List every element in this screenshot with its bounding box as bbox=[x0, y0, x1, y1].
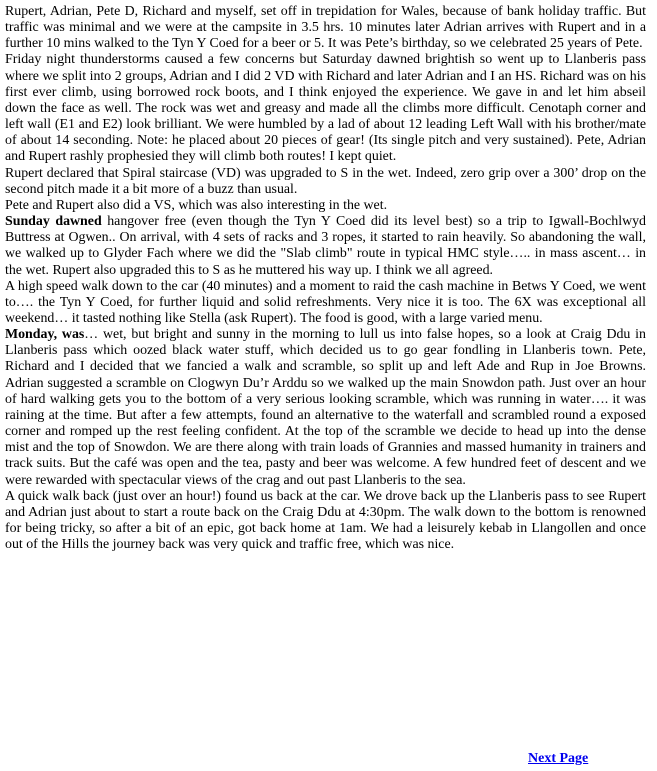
paragraph-lead: Sunday dawned bbox=[5, 214, 102, 230]
paragraph-saturday bbox=[5, 52, 646, 165]
paragraph-lead: Monday, was bbox=[5, 327, 85, 343]
next-page-link[interactable]: Next Page bbox=[528, 751, 589, 766]
paragraph-journey-home bbox=[5, 489, 646, 554]
paragraph-spiral-staircase bbox=[5, 166, 646, 198]
paragraph-text: Rupert, Adrian, Pete D, Richard and myself, set off in trepidation for Wales, because of bank holiday traffic. But traffic was minimal and we were at the campsite in 3.5 hrs. 10 minutes later Adrian arrives with Rupert and in a further 10 mins walked to the Tyn Y Coed for a beer or 5. It was Pete’s birthday, so we celebrated 25 years of Pete. bbox=[5, 4, 646, 52]
paragraph-text: Pete and Rupert also did a VS, which was also interesting in the wet. bbox=[5, 197, 388, 213]
paragraph-text: Rupert declared that Spiral staircase (VD) was upgraded to S in the wet. Indeed, zero grip over a 300’ drop on the second pitch made it a bit more of a buzz than usual. bbox=[5, 165, 646, 197]
paragraph-text: … wet, but bright and sunny in the morning to lull us into false hopes, so a look at Craig Ddu in Llanberis pass which oozed black water stuff, which decided us to go gear fondling in Llanberis town. Pete, Richard and I decided that we fancied a walk and scramble, so split up and left Ade and Rup in Joe Browns. Adrian suggested a scramble on Clogwyn Du’r Arddu so we walked up the main Snowdon path. Just over an hour of hard walking gets you to the bottom of a very serious looking scramble, which was running in water…. it was raining at the time. But after a few attempts, found an alternative to the waterfall and scrambled round a exposed corner and romped up the rest feeling confident. At the top of the scramble we decide to head up into the dense mist and the top of Snowdon. We are there along with train loads of Grannies and massed humanity in trainers and track suits. But the café was open and the tea, pasty and beer was welcome. A few hundred feet of descent and we were rewarded with spectacular views of the crag and out past Llanberis to the sea. bbox=[5, 327, 646, 488]
trip-report bbox=[5, 4, 646, 553]
paragraph-vs bbox=[5, 198, 646, 214]
paragraph-text: Friday night thunderstorms caused a few concerns but Saturday dawned brightish so went up to Llanberis pass where we split into 2 groups, Adrian and I did 2 VD with Richard and later Adrian and I an HS. Richard was on his first ever climb, using borrowed rock boots, and I think enjoyed the experience. We gave in and let him abseil down the face as well. The rock was wet and greasy and made all the climbs more difficult. Cenotaph corner and left wall (E1 and E2) look brilliant. We were humbled by a lad of about 12 leading Left Wall with his brother/mate of about 14 seconding. Note: he placed about 20 pieces of gear! (Its single pitch and very sustained). Pete, Adrian and Rupert rashly prophesied they will climb both routes! I kept quiet. bbox=[5, 52, 646, 165]
paragraph-monday bbox=[5, 327, 646, 489]
paragraph-sunday bbox=[5, 214, 646, 279]
paragraph-text: A quick walk back (just over an hour!) found us back at the car. We drove back up the Llanberis pass to see Rupert and Adrian just about to start a route back on the Craig Ddu at 4:30pm. The walk down to the bottom is renowned for being tricky, so after a bit of an epic, got back home at 1am. We had a leisurely kebab in Llangollen and once out of the Hills the journey back was very quick and traffic free, which was nice. bbox=[5, 488, 646, 553]
paragraph-betws-y-coed bbox=[5, 279, 646, 327]
paragraph-text: A high speed walk down to the car (40 minutes) and a moment to raid the cash machine in Betws Y Coed, we went to…. the Tyn Y Coed, for further liquid and solid refreshments. Very nice it is too. The 6X was exceptional all weekend… it tasted nothing like Stella (ask Rupert). The food is good, with a large varied menu. bbox=[5, 278, 646, 326]
paragraph-arrival bbox=[5, 4, 646, 52]
paragraph-text: hangover free (even though the Tyn Y Coed did its level best) so a trip to Igwall-Bochlwyd Buttress at Ogwen.. On arrival, with 4 sets of racks and 3 ropes, it started to rain heavily. So abandoning the wall, we walked up to Glyder Fach where we did the "Slab climb" route in typical HMC style….. in mass ascent… in the wet. Rupert also upgraded this to S as he muttered his way up. I think we all agreed. bbox=[5, 214, 646, 278]
